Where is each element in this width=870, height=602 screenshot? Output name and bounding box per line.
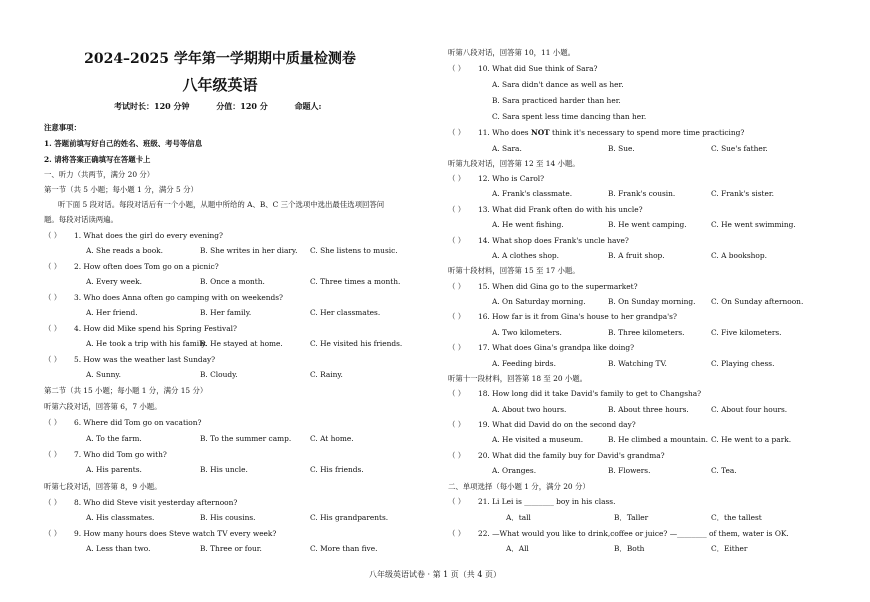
option-a: A. On Saturday morning. [492, 297, 586, 306]
question-18: （ ） 18. How long did it take David's family to get to Changsha? [448, 389, 702, 398]
option-b: B. A fruit shop. [608, 251, 665, 260]
option-a: A. He visited a museum. [492, 435, 584, 444]
option-b: B. Flowers. [608, 466, 651, 475]
option-a: A. Every week. [86, 277, 142, 286]
question-21: （ ） 21. Li Lei is ________ boy in his class. [448, 497, 616, 506]
option-a: A. She reads a book. [86, 246, 163, 255]
option-c: C. Her classmates. [310, 308, 381, 317]
option-c: C．Either [711, 544, 748, 553]
question-8: （ ） 8. Who did Steve visit yesterday afternoon? [44, 498, 238, 507]
option-b: B. Frank's cousin. [608, 189, 676, 198]
option-c: C. Playing chess. [711, 359, 775, 368]
question-3: （ ） 3. Who does Anna often go camping with on weekends? [44, 293, 284, 302]
option-a: A. Her friend. [86, 308, 138, 317]
listen-group-6: 听第六段对话，回答第 6，7 小题。 [44, 402, 162, 411]
option-b: B. Sue. [608, 144, 635, 153]
option-a: A. Sara. [492, 144, 522, 153]
option-b: B. Three kilometers. [608, 328, 685, 337]
question-11: （ ） 11. Who does NOT think it's necessary to spend more time practicing? [448, 128, 745, 137]
option-a: A. About two hours. [492, 405, 567, 414]
option-b: B. He stayed at home. [200, 339, 283, 348]
answer-blank: （ ） [44, 231, 62, 240]
option-c: C．the tallest [711, 513, 762, 522]
page-footer: 八年级英语试卷 · 第 1 页（共 4 页） [369, 570, 501, 579]
question-9: （ ） 9. How many hours does Steve watch TV every week? [44, 529, 277, 538]
option-c: C. Rainy. [310, 370, 343, 379]
section1-heading: 第一节（共 5 小题；每小题 1 分，满分 5 分） [44, 185, 198, 194]
option-b: B. Her family. [200, 308, 252, 317]
option-c: C. He went swimming. [711, 220, 796, 229]
option-b: B．Both [614, 544, 645, 553]
part2-heading: 二、单项选择（每小题 1 分，满分 20 分） [448, 482, 590, 491]
section1-instruction-cont: 题。每段对话读两遍。 [44, 215, 118, 224]
listen-group-8: 听第八段对话，回答第 10，11 小题。 [448, 48, 575, 57]
option-c: C. His grandparents. [310, 513, 389, 522]
option-a: A. He went fishing. [492, 220, 564, 229]
question-1: （ ） 1. What does the girl do every evening? [44, 228, 223, 244]
question-12: （ ） 12. Who is Carol? [448, 174, 545, 183]
option-c: C. He visited his friends. [310, 339, 403, 348]
option-a: A. Feeding birds. [492, 359, 556, 368]
option-c: C. He went to a park. [711, 435, 792, 444]
option-a: A. Sara didn't dance as well as her. [492, 80, 624, 89]
section2-heading: 第二节（共 15 小题；每小题 1 分，满分 15 分） [44, 386, 208, 395]
option-b: B. Once a month. [200, 277, 265, 286]
question-15: （ ） 15. When did Gina go to the supermarket? [448, 282, 638, 291]
option-a: A. Sunny. [86, 370, 121, 379]
option-a: A. His parents. [86, 465, 142, 474]
option-a: A. Less than two. [86, 544, 151, 553]
option-a: A. Frank's classmate. [492, 189, 573, 198]
note-2: 2. 请将答案正确填写在答题卡上 [44, 155, 151, 164]
option-a: A．tall [506, 513, 531, 522]
question-14: （ ） 14. What shop does Frank's uncle have? [448, 236, 629, 245]
option-b: B. About three hours. [608, 405, 689, 414]
question-16: （ ） 16. How far is it from Gina's house to her grandpa's? [448, 312, 677, 321]
listen-group-11: 听第十一段材料，回答第 18 至 20 小题。 [448, 374, 588, 383]
option-a: A. Oranges. [492, 466, 537, 475]
question-13: （ ） 13. What did Frank often do with his uncle? [448, 205, 643, 214]
notes-heading: 注意事项： [44, 123, 81, 132]
option-c: C. More than five. [310, 544, 378, 553]
question-17: （ ） 17. What does Gina's grandpa like doing? [448, 343, 635, 352]
question-19: （ ） 19. What did David do on the second day? [448, 420, 636, 429]
question-22: （ ） 22. —What would you like to drink,coffee or juice? —________ of them, water is OK. [448, 529, 789, 538]
option-b: B. His cousins. [200, 513, 256, 522]
option-a: A. A clothes shop. [492, 251, 560, 260]
option-b: B. She writes in her diary. [200, 246, 298, 255]
option-c: C. Five kilometers. [711, 328, 782, 337]
question-4: （ ） 4. How did Mike spend his Spring Festival? [44, 324, 237, 333]
option-c: C. Three times a month. [310, 277, 401, 286]
option-b: B. He climbed a mountain. [608, 435, 708, 444]
option-c: C. She listens to music. [310, 246, 398, 255]
listen-group-7: 听第七段对话，回答第 8，9 小题。 [44, 482, 162, 491]
option-b: B. Sara practiced harder than her. [492, 96, 621, 105]
option-c: C. About four hours. [711, 405, 788, 414]
option-c: C. His friends. [310, 465, 364, 474]
option-b: B. He went camping. [608, 220, 687, 229]
exam-title: 2024–2025 学年第一学期期中质量检测卷 [84, 51, 356, 67]
question-20: （ ） 20. What did the family buy for David's grandma? [448, 451, 665, 460]
question-7: （ ） 7. Who did Tom go with? [44, 450, 167, 459]
listen-group-9: 听第九段对话，回答第 12 至 14 小题。 [448, 159, 580, 168]
option-a: A. To the farm. [86, 434, 142, 443]
option-b: B. Cloudy. [200, 370, 238, 379]
exam-subtitle: 八年级英语 [182, 76, 258, 94]
question-5: （ ） 5. How was the weather last Sunday? [44, 355, 216, 364]
option-c: C. A bookshop. [711, 251, 767, 260]
option-b: B. Three or four. [200, 544, 262, 553]
option-b: B．Taller [614, 513, 649, 522]
option-c: C. Frank's sister. [711, 189, 774, 198]
option-b: B. His uncle. [200, 465, 248, 474]
question-6: （ ） 6. Where did Tom go on vacation? [44, 418, 202, 427]
exam-time: 考试时长：120 分钟 [114, 101, 190, 111]
exam-author: 命题人: [294, 101, 322, 111]
exam-score: 分值：120 分 [216, 101, 268, 111]
option-a: A. His classmates. [86, 513, 155, 522]
option-b: B. Watching TV. [608, 359, 667, 368]
option-a: A. He took a trip with his family. [86, 339, 208, 348]
option-c: C. At home. [310, 434, 354, 443]
option-a: A．All [506, 544, 529, 553]
question-10: （ ） 10. What did Sue think of Sara? [448, 64, 598, 73]
option-b: B. To the summer camp. [200, 434, 292, 443]
section1-instruction: 听下面 5 段对话。每段对话后有一个小题，从题中所给的 A、B、C 三个选项中选出最佳选项回答问 [58, 200, 385, 209]
option-c: C. Tea. [711, 466, 737, 475]
note-1: 1. 答题前填写好自己的姓名、班级、考号等信息 [44, 139, 203, 148]
option-b: B. On Sunday morning. [608, 297, 696, 306]
question-2: （ ） 2. How often does Tom go on a picnic? [44, 262, 219, 271]
option-c: C. On Sunday afternoon. [711, 297, 804, 306]
listen-group-10: 听第十段材料，回答第 15 至 17 小题。 [448, 266, 580, 275]
part1-heading: 一、听力（共两节，满分 20 分） [44, 170, 155, 179]
option-c: C. Sara spent less time dancing than her. [492, 112, 647, 121]
option-c: C. Sue's father. [711, 144, 768, 153]
option-a: A. Two kilometers. [492, 328, 562, 337]
exam-meta [114, 101, 346, 112]
